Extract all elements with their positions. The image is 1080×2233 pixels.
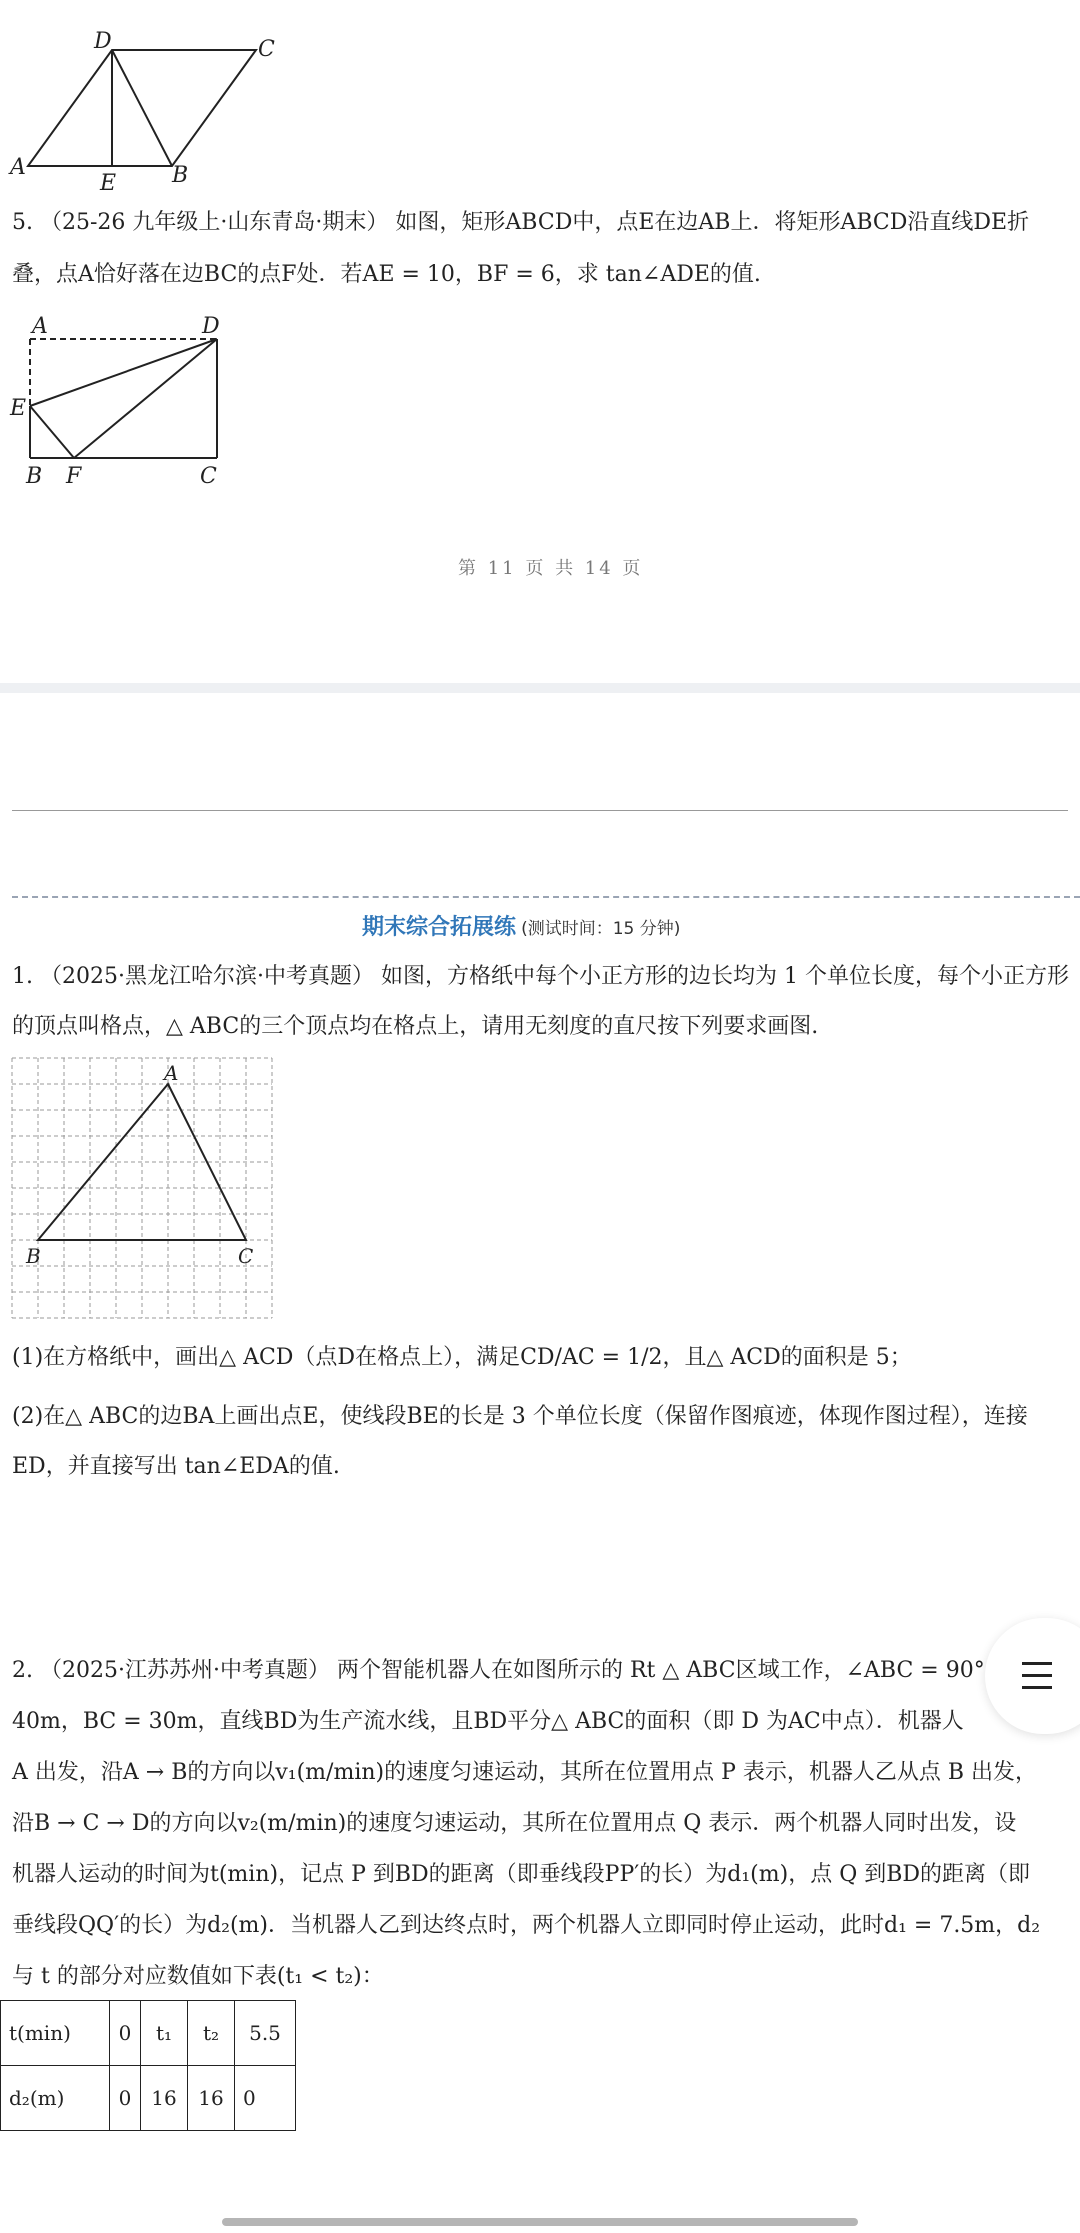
q1-source: （2025·黑龙江哈尔滨·中考真题） [40, 964, 374, 989]
rectangle-fold-figure [0, 305, 260, 505]
q5-line-1 [12, 198, 1072, 248]
q5-text-1: 如图，矩形ABCD中，点E在边AB上．将矩形ABCD沿直线DE折 [395, 210, 1030, 235]
q1-text-1: 如图，方格纸中每个小正方形的边长均为 1 个单位长度，每个小正方形 [380, 964, 1069, 989]
label-A: A [32, 314, 48, 339]
label-C: C [258, 37, 275, 62]
q1-part-2-line-2 [12, 1442, 1072, 1492]
q2-line-3 [12, 1748, 1080, 1798]
table-row [1, 2001, 296, 2066]
table-cell: d₂(m) [1, 2066, 110, 2131]
table-cell: 16 [188, 2066, 235, 2131]
table-cell: 0 [110, 2001, 141, 2066]
label-D: D [94, 29, 112, 54]
q2-text-5: 机器人运动的时间为t(min)，记点 P 到BD的距离（即垂线段PP′的长）为d₁(m)，点 Q 到BD的距离（即 [12, 1862, 1031, 1887]
q1-line-2 [12, 1002, 1072, 1052]
q1-part-1-text: (1)在方格纸中，画出△ ACD（点D在格点上），满足CD/AC = 1/2，且△ ACD的面积是 5； [12, 1345, 912, 1370]
q1-text-2: 的顶点叫格点，△ ABC的三个顶点均在格点上，请用无刻度的直尺按下列要求画图. [12, 1014, 819, 1039]
label-D: D [202, 314, 220, 339]
q2-line-5 [12, 1850, 1080, 1900]
divider [12, 810, 1068, 811]
q2-text-1: 两个智能机器人在如图所示的 Rt △ ABC区域工作，∠ABC = 90° [336, 1658, 985, 1683]
label-C: C [200, 464, 217, 489]
q1-line-1 [12, 952, 1072, 1002]
table-cell: t₁ [141, 2001, 188, 2066]
label-E: E [10, 396, 27, 421]
q2-line-1 [12, 1646, 1012, 1696]
label-B: B [26, 1244, 41, 1268]
table-cell: t(min) [1, 2001, 110, 2066]
page-footer: 第 11 页 共 14 页 [458, 558, 644, 579]
parallelogram-figure [0, 0, 320, 200]
table-cell: 0 [110, 2066, 141, 2131]
q1-number: 1. [12, 964, 33, 989]
q2-line-2 [12, 1697, 1012, 1747]
d2-table [0, 2000, 296, 2131]
table-cell: t₂ [188, 2001, 235, 2066]
label-E: E [100, 171, 117, 196]
table-cell: 16 [141, 2066, 188, 2131]
section-subtitle: (测试时间：15 分钟) [521, 919, 681, 939]
q2-text-6: 垂线段QQ′的长）为d₂(m)．当机器人乙到达终点时，两个机器人立即同时停止运动，此时d₁ = 7.5m，d₂ [12, 1913, 1041, 1938]
grid-triangle-figure [0, 1050, 290, 1330]
label-A: A [164, 1061, 179, 1085]
q5-text-2: 叠，点A恰好落在边BC的点F处．若AE = 10，BF = 6，求 tan∠ADE的值. [12, 262, 761, 287]
q5-number: 5. [12, 210, 33, 235]
page-gap [0, 683, 1080, 693]
q1-part-1 [12, 1333, 1072, 1383]
q2-text-4: 沿B → C → D的方向以v₂(m/min)的速度匀速运动，其所在位置用点 Q 表示．两个机器人同时出发，设 [12, 1811, 1017, 1836]
q2-line-6 [12, 1901, 1080, 1951]
label-B: B [172, 163, 189, 188]
table-cell: 0 [235, 2066, 296, 2131]
label-C: C [238, 1244, 254, 1268]
q5-source: （25-26 九年级上·山东青岛·期末） [40, 210, 389, 235]
q2-line-4 [12, 1799, 1080, 1849]
q1-part-2-text-1: (2)在△ ABC的边BA上画出点E，使线段BE的长是 3 个单位长度（保留作图痕迹，体现作图过程），连接 [12, 1404, 1028, 1429]
section-heading [362, 910, 680, 941]
q2-text-3: A 出发，沿A → B的方向以v₁(m/min)的速度匀速运动，其所在位置用点 P 表示，机器人乙从点 B 出发， [12, 1760, 1038, 1785]
table-cell: 5.5 [235, 2001, 296, 2066]
q2-line-7 [12, 1952, 1072, 2002]
dashed-divider [12, 896, 1080, 898]
table-row [1, 2066, 296, 2131]
section-title: 期末综合拓展练 [362, 915, 517, 940]
q2-source: （2025·江苏苏州·中考真题） [40, 1658, 330, 1683]
q1-part-2-text-2: ED，并直接写出 tan∠EDA的值. [12, 1454, 340, 1479]
label-B: B [26, 464, 43, 489]
label-A: A [10, 155, 26, 180]
label-F: F [66, 464, 82, 489]
q2-text-2: 40m，BC = 30m，直线BD为生产流水线，且BD平分△ ABC的面积（即 D 为AC中点）．机器人 [12, 1709, 964, 1734]
q1-part-2-line-1 [12, 1392, 1080, 1442]
q2-number: 2. [12, 1658, 33, 1683]
q5-line-2 [12, 250, 1072, 300]
q2-text-7: 与 t 的部分对应数值如下表(t₁ < t₂)： [12, 1964, 384, 1989]
home-indicator[interactable] [222, 2218, 858, 2226]
